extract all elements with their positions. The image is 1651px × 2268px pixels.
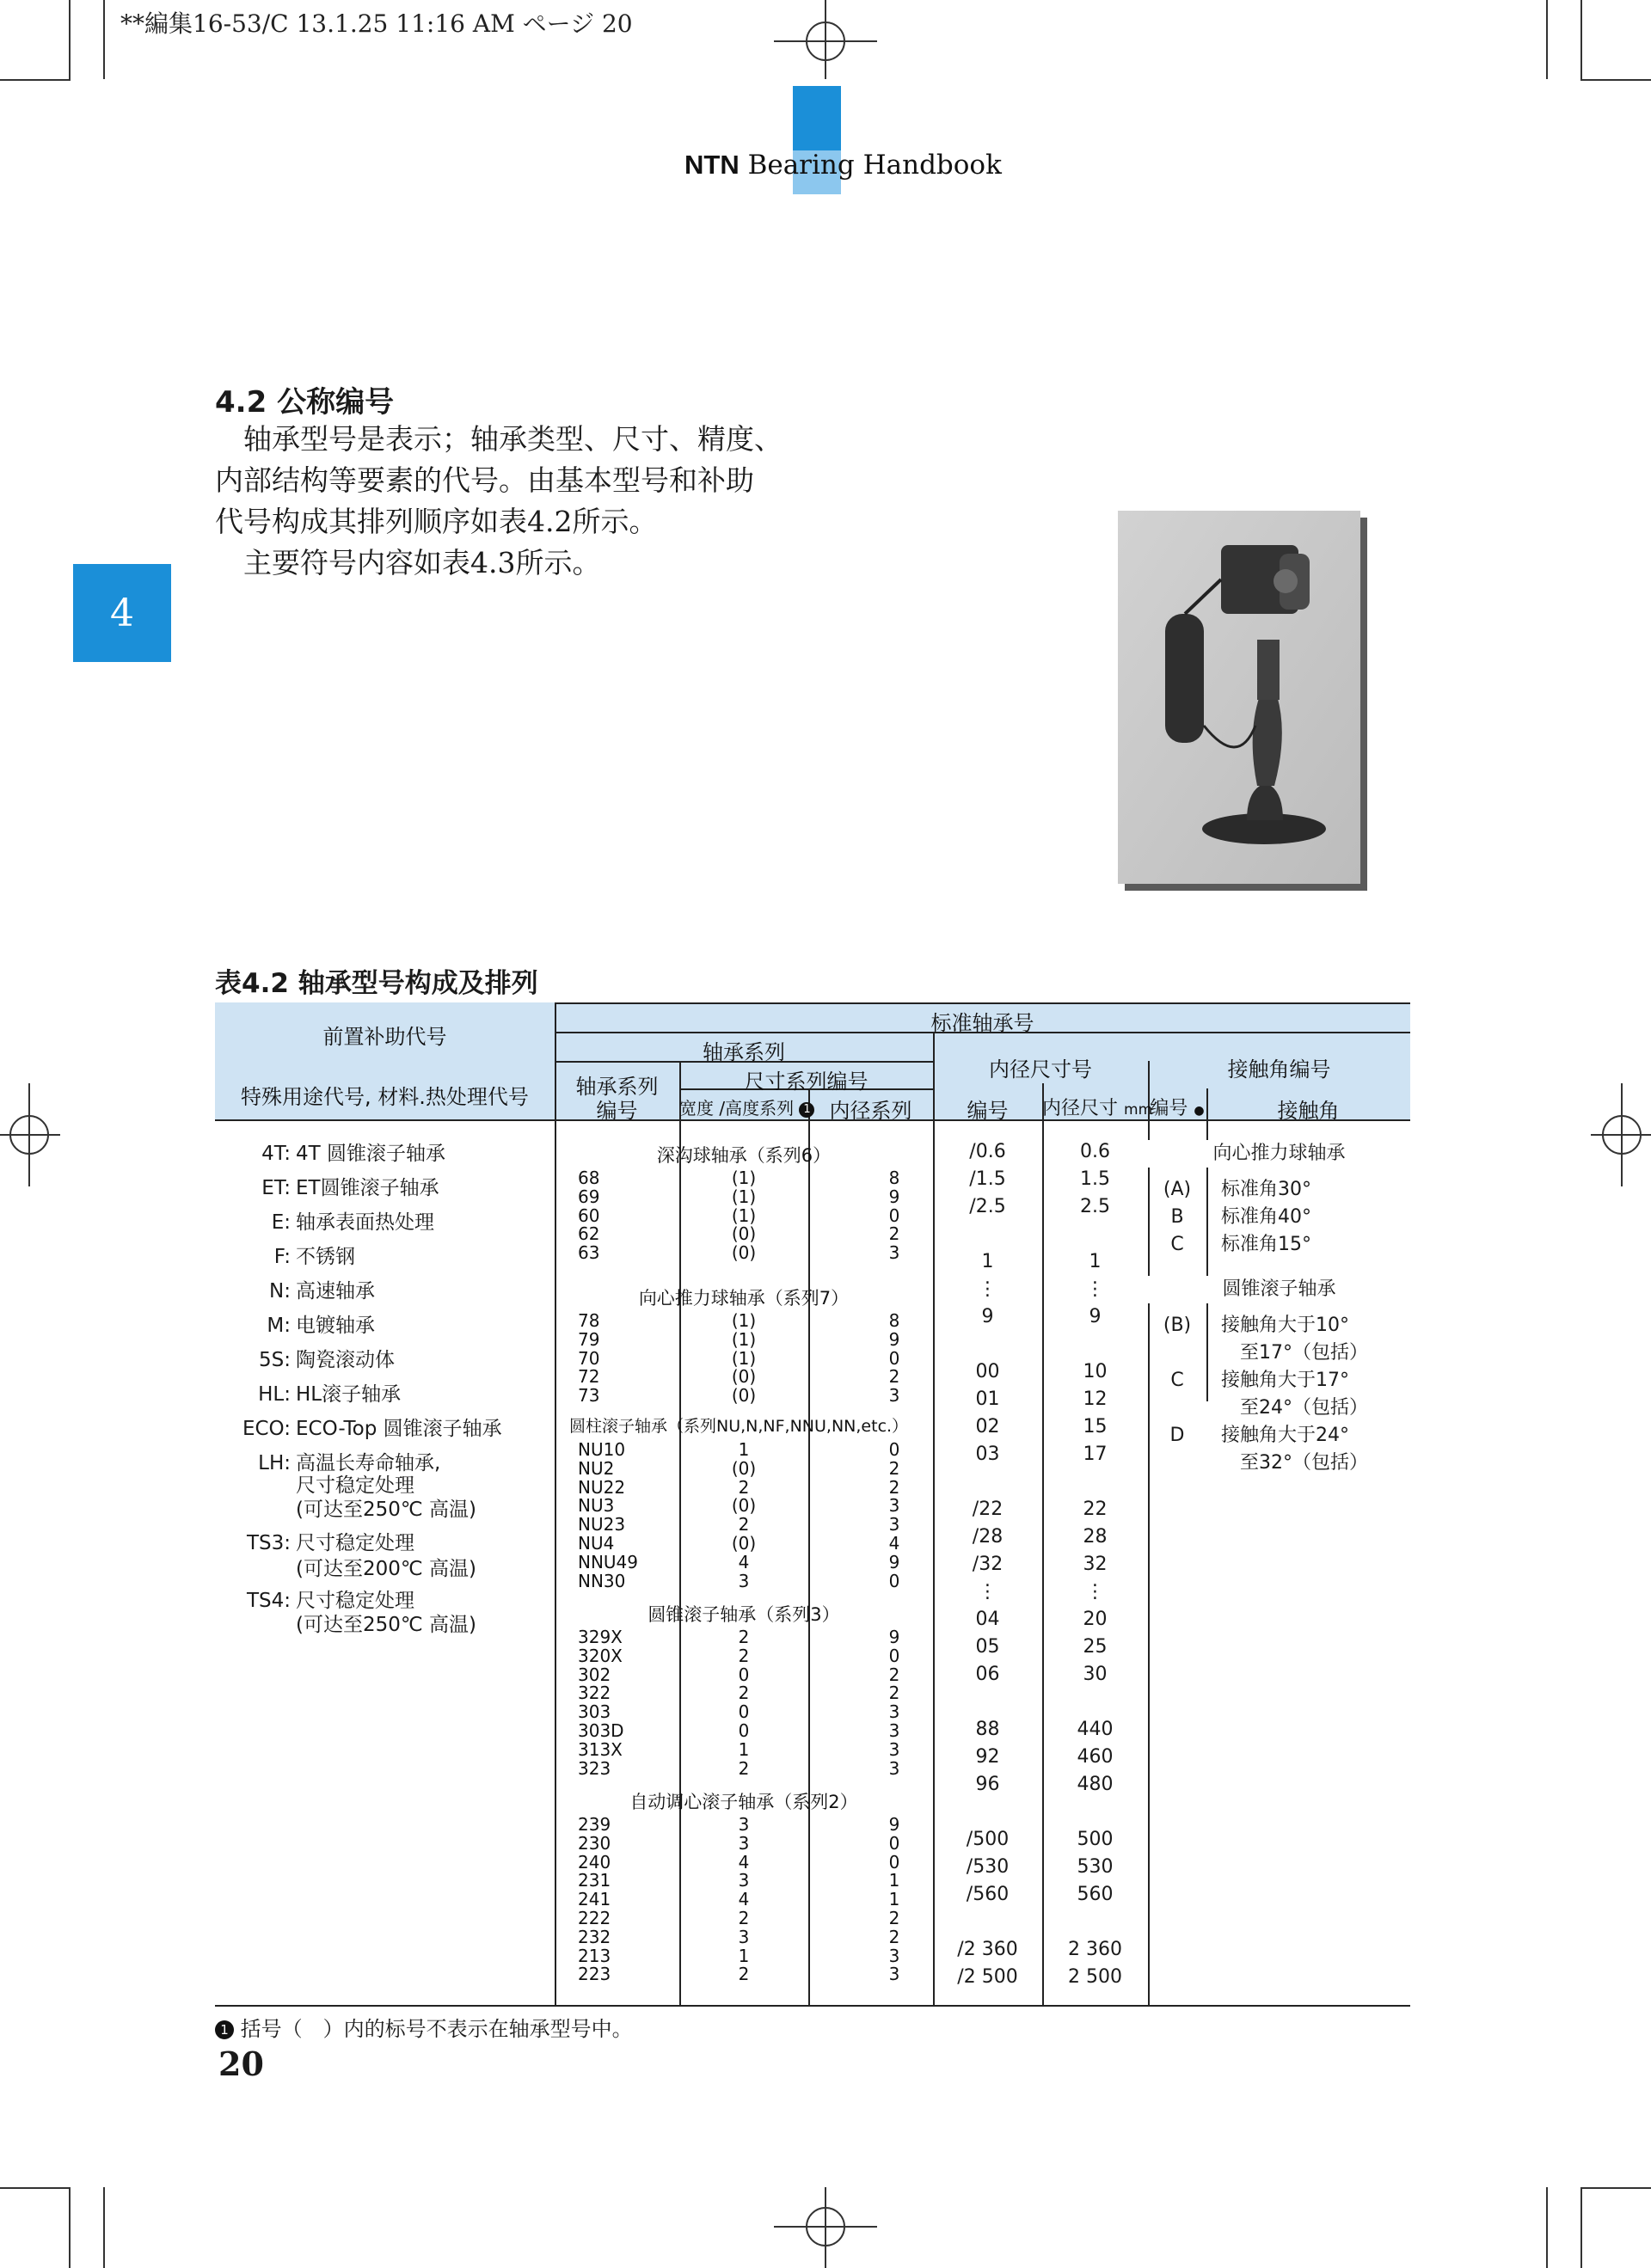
contact-angle-text: 标准角15° <box>1221 1234 1311 1255</box>
header-brand: NTN <box>684 150 740 180</box>
contact-code: (A) <box>1163 1179 1192 1200</box>
contact-angle-text: 至17°（包括） <box>1221 1342 1368 1364</box>
bore-no-cell <box>933 1799 1042 1826</box>
th-width-series-text: 宽度 /高度系列 <box>679 1098 795 1119</box>
series-width-cell: 0 <box>738 1701 750 1723</box>
bore-no-cell: /22 <box>972 1499 1003 1520</box>
series-codes-cell: NU2 <box>578 1457 615 1479</box>
contact-code: D <box>1169 1425 1185 1446</box>
series-dia-cell: 2 <box>888 1366 900 1388</box>
series-dia-column <box>860 1169 929 1263</box>
series-codes-cell: 70 <box>578 1347 600 1369</box>
series-width-cell: 2 <box>738 1907 750 1928</box>
th-standard: 标准轴承号 <box>930 1011 1034 1035</box>
series-width-cell: 4 <box>738 1851 750 1873</box>
rule <box>215 2005 1410 2007</box>
series-codes-cell: 322 <box>578 1683 611 1704</box>
series-width-column <box>688 1816 800 1984</box>
series-group-label: 深沟球轴承（系列6） <box>656 1145 832 1166</box>
series-dia-cell: 3 <box>888 1495 900 1517</box>
th-contact-no-text: 编号 <box>1150 1098 1188 1119</box>
series-codes-cell: 303 <box>578 1701 611 1723</box>
series-dia-cell: 3 <box>888 1385 900 1407</box>
bore-no-cell: 06 <box>975 1664 1000 1685</box>
bore-size-cell: ⋮ <box>1085 1278 1105 1300</box>
series-width-cell: 0 <box>738 1719 750 1741</box>
bore-size-cell <box>1042 1799 1148 1826</box>
series-codes-cell: 69 <box>578 1186 600 1207</box>
contact-code: C <box>1170 1234 1184 1255</box>
series-codes-cell: 323 <box>578 1757 611 1779</box>
series-width-cell: 2 <box>738 1514 750 1535</box>
series-codes-cell: 320X <box>578 1645 623 1666</box>
series-codes-column <box>578 1169 672 1263</box>
bore-size-cell <box>1042 1331 1148 1358</box>
series-dia-cell: 4 <box>888 1532 900 1554</box>
bore-no-cell <box>933 1331 1042 1358</box>
bore-no-cell: /2.5 <box>969 1196 1006 1217</box>
bore-size-cell: 17 <box>1083 1444 1108 1465</box>
series-dia-cell: 9 <box>888 1627 900 1647</box>
rule <box>555 1002 1410 1004</box>
series-dia-cell: 0 <box>888 1204 900 1226</box>
bore-size-column <box>1042 1138 1148 1991</box>
th-series: 轴承系列 <box>703 1040 785 1064</box>
bore-size-cell: 2.5 <box>1080 1196 1110 1217</box>
series-codes-cell: 239 <box>578 1814 611 1835</box>
series-width-cell: 2 <box>738 1964 750 1985</box>
contact-angle-text: 接触角大于24° <box>1221 1425 1349 1446</box>
series-dia-cell: 3 <box>888 1945 900 1966</box>
crop-mark <box>0 79 71 81</box>
rule <box>679 1061 681 2005</box>
series-codes-cell: NNU49 <box>578 1551 639 1572</box>
th-bore: 内径尺寸号 <box>989 1057 1092 1082</box>
series-codes-cell: 313X <box>578 1738 623 1760</box>
series-codes-cell: 68 <box>578 1168 600 1188</box>
series-codes-cell: 223 <box>578 1964 611 1985</box>
section-line: 主要符号内容如表4.3所示。 <box>215 546 601 579</box>
bore-size-cell: 30 <box>1083 1664 1108 1685</box>
bore-no-cell <box>933 1468 1042 1496</box>
bore-no-cell: 00 <box>975 1361 1000 1382</box>
th-contact-no <box>1148 1094 1206 1120</box>
series-dia-cell: 3 <box>888 1719 900 1741</box>
series-width-cell: 2 <box>738 1757 750 1779</box>
series-width-cell: 3 <box>738 1870 750 1891</box>
th-prefix-top: 前置补助代号 <box>322 1025 447 1049</box>
series-codes-cell: 303D <box>578 1719 624 1741</box>
series-codes-cell: 63 <box>578 1242 600 1264</box>
series-codes-cell: 302 <box>578 1664 611 1685</box>
prefix-row: F: 不锈钢 <box>273 1246 355 1268</box>
th-contact: 接触角编号 <box>1227 1057 1331 1082</box>
bore-no-cell: 9 <box>981 1306 994 1327</box>
footnote-text: 括号（ ）内的标号不表示在轴承型号中。 <box>240 2017 633 2041</box>
prefix-row: (可达至250℃ 高温) <box>296 1499 476 1521</box>
registration-mark-right <box>1591 1049 1651 1221</box>
series-group-label: 圆柱滚子轴承（系列NU,N,NF,NNU,NN,etc.） <box>569 1417 909 1436</box>
series-width-cell: (1) <box>731 1328 757 1350</box>
bore-no-cell <box>933 1689 1042 1716</box>
series-width-cell: 2 <box>738 1476 750 1498</box>
prefix-list-cont <box>220 1589 476 1637</box>
th-series-no-2: 编号 <box>596 1099 638 1123</box>
series-group-label: 向心推力球轴承（系列7） <box>638 1288 850 1309</box>
series-codes-cell: NU23 <box>578 1514 626 1535</box>
th-bore-size <box>1042 1094 1153 1120</box>
series-width-cell: (1) <box>731 1204 757 1226</box>
prefix-row: TS4: 尺寸稳定处理 <box>246 1590 414 1612</box>
series-width-cell: (0) <box>731 1532 757 1554</box>
header-title-text: Bearing Handbook <box>747 150 1002 181</box>
prefix-row: 4T: 4T 圆锥滚子轴承 <box>261 1143 445 1165</box>
series-codes-cell: NU3 <box>578 1495 615 1517</box>
contact-angle-text: 接触角大于10° <box>1221 1315 1349 1336</box>
registration-mark-top <box>740 0 911 79</box>
series-codes-cell: 72 <box>578 1366 600 1388</box>
prefix-row: 尺寸稳定处理 <box>296 1474 414 1497</box>
series-dia-cell: 9 <box>888 1328 900 1350</box>
bore-no-cell: 05 <box>975 1636 1000 1658</box>
registration-mark-left <box>0 1049 60 1221</box>
bore-size-cell <box>1042 1909 1148 1936</box>
series-dia-column <box>860 1816 929 1984</box>
crop-mark <box>1546 2187 1548 2268</box>
bore-size-cell: 1 <box>1089 1251 1102 1272</box>
footnote-marker-icon: 1 <box>215 2020 234 2039</box>
bore-no-cell: 04 <box>975 1609 1000 1630</box>
series-dia-cell: 2 <box>888 1457 900 1479</box>
prefix-row: N: 高速轴承 <box>269 1280 375 1303</box>
bore-no-cell: 03 <box>975 1444 1000 1465</box>
series-codes-cell: NU4 <box>578 1532 615 1554</box>
contact-angle-text: 至24°（包括） <box>1221 1397 1368 1419</box>
series-width-cell: 2 <box>738 1627 750 1647</box>
series-dia-column <box>860 1312 929 1406</box>
bullet-icon: ● <box>1194 1104 1205 1118</box>
series-codes-cell: 231 <box>578 1870 611 1891</box>
series-width-cell: 3 <box>738 1832 750 1854</box>
th-width-series <box>679 1094 811 1119</box>
bore-no-cell: /32 <box>972 1554 1003 1575</box>
series-width-cell: 1 <box>738 1439 750 1460</box>
series-dia-cell: 2 <box>888 1664 900 1685</box>
bore-size-cell: 440 <box>1077 1719 1114 1740</box>
bore-size-cell: 0.6 <box>1080 1141 1110 1162</box>
series-codes-cell: 240 <box>578 1851 611 1873</box>
th-bore-no: 编号 <box>967 1099 1009 1123</box>
prefix-row: HL: HL滚子轴承 <box>258 1383 402 1406</box>
series-width-cell: (1) <box>731 1347 757 1369</box>
bore-no-cell: /1.5 <box>969 1168 1006 1190</box>
crop-mark <box>1580 2187 1582 2268</box>
series-codes-column <box>578 1628 672 1778</box>
series-width-cell: (1) <box>731 1310 757 1331</box>
series-dia-cell: 3 <box>888 1964 900 1985</box>
bore-size-cell: 500 <box>1077 1829 1114 1850</box>
series-dia-column <box>860 1628 929 1778</box>
page-number: 20 <box>218 2044 264 2083</box>
series-group-label: 自动调心滚子轴承（系列2） <box>629 1792 858 1812</box>
bore-no-cell: /530 <box>966 1856 1010 1878</box>
series-codes-cell: 60 <box>578 1204 600 1226</box>
bore-no-cell: /500 <box>966 1829 1010 1850</box>
section-title: 4.2 公称编号 <box>215 385 395 420</box>
series-width-column <box>688 1628 800 1778</box>
series-codes-cell: 78 <box>578 1310 600 1331</box>
series-codes-cell: 73 <box>578 1385 600 1407</box>
prefix-row: ECO: ECO-Top 圆锥滚子轴承 <box>242 1418 502 1440</box>
th-contact-angle: 接触角 <box>1277 1099 1340 1123</box>
bore-size-cell: 560 <box>1077 1884 1114 1905</box>
contact-angle-text: 标准角30° <box>1221 1179 1311 1200</box>
series-width-column <box>688 1312 800 1406</box>
bore-no-cell: /560 <box>966 1884 1010 1905</box>
prefix-list <box>220 1137 502 1480</box>
contact-group-title: 向心推力球轴承 <box>1148 1140 1410 1168</box>
series-width-cell: 3 <box>738 1926 750 1947</box>
series-dia-cell: 0 <box>888 1570 900 1591</box>
series-codes-cell: NU22 <box>578 1476 626 1498</box>
series-dia-cell: 1 <box>888 1870 900 1891</box>
crop-mark <box>0 2187 71 2189</box>
series-dia-cell: 1 <box>888 1889 900 1910</box>
series-dia-cell: 0 <box>888 1347 900 1369</box>
series-codes-cell: 213 <box>578 1945 611 1966</box>
bore-no-cell: 96 <box>975 1774 1000 1795</box>
prefix-list-cont <box>220 1474 476 1522</box>
prefix-row: E: 轴承表面热处理 <box>271 1211 434 1234</box>
table-title: 表4.2 轴承型号构成及排列 <box>215 968 538 999</box>
prefix-row: (可达至200℃ 高温) <box>296 1558 476 1580</box>
bore-size-cell: 1.5 <box>1080 1168 1110 1190</box>
series-width-cell: 2 <box>738 1645 750 1666</box>
registration-mark-bottom <box>740 2187 911 2268</box>
series-width-cell: (0) <box>731 1457 757 1479</box>
series-codes-cell: 241 <box>578 1889 611 1910</box>
bore-no-cell: /2 360 <box>957 1939 1018 1960</box>
series-dia-cell: 0 <box>888 1645 900 1666</box>
th-bore-size-text: 内径尺寸 <box>1042 1098 1119 1119</box>
series-width-cell: 3 <box>738 1570 750 1591</box>
crop-mark <box>69 0 71 79</box>
bore-no-cell: /2 500 <box>957 1966 1018 1988</box>
th-prefix-bottom: 特殊用途代号, 材料.热处理代号 <box>241 1085 529 1109</box>
series-width-cell: 0 <box>738 1664 750 1685</box>
bore-size-cell: 530 <box>1077 1856 1114 1878</box>
bore-size-cell: 32 <box>1083 1554 1108 1575</box>
bore-size-cell: 480 <box>1077 1774 1114 1795</box>
series-width-cell: (0) <box>731 1385 757 1407</box>
series-dia-cell: 3 <box>888 1738 900 1760</box>
bore-no-cell: 92 <box>975 1746 1000 1768</box>
prefix-row: 5S: 陶瓷滚动体 <box>259 1349 395 1371</box>
prefix-list-cont <box>220 1530 476 1582</box>
series-dia-cell: 3 <box>888 1701 900 1723</box>
bore-size-cell: 28 <box>1083 1526 1108 1548</box>
footnote-marker-icon: 1 <box>799 1102 814 1118</box>
series-dia-cell: 2 <box>888 1907 900 1928</box>
series-codes-column <box>578 1312 672 1406</box>
series-width-cell: 2 <box>738 1683 750 1704</box>
bore-size-cell: 22 <box>1083 1499 1108 1520</box>
th-series-no-1: 轴承系列 <box>575 1075 659 1099</box>
series-width-column <box>688 1441 800 1591</box>
series-dia-cell: 3 <box>888 1514 900 1535</box>
series-codes-cell: 62 <box>578 1223 600 1245</box>
series-dia-cell: 2 <box>888 1476 900 1498</box>
series-codes-column <box>578 1816 672 1984</box>
bore-no-cell: 88 <box>975 1719 1000 1740</box>
bore-no-cell: /0.6 <box>969 1141 1006 1162</box>
series-width-cell: (1) <box>731 1186 757 1207</box>
series-group-label: 圆锥滚子轴承（系列3） <box>648 1604 840 1625</box>
series-width-cell: (0) <box>731 1242 757 1264</box>
series-width-cell: 4 <box>738 1889 750 1910</box>
section-line: 内部结构等要素的代号。由基本型号和补助 <box>215 463 754 497</box>
bore-size-cell <box>1042 1221 1148 1248</box>
bore-no-cell: ⋮ <box>978 1278 997 1300</box>
series-width-cell: 1 <box>738 1945 750 1966</box>
prefix-row: LH: 高温长寿命轴承, <box>258 1452 441 1474</box>
prefix-row: M: 电镀轴承 <box>267 1315 375 1337</box>
contact-angle-text: 标准角40° <box>1221 1206 1311 1228</box>
series-dia-cell: 9 <box>888 1186 900 1207</box>
contact-code: (B) <box>1163 1315 1192 1336</box>
contact-code: C <box>1170 1370 1184 1391</box>
series-width-cell: 4 <box>738 1551 750 1572</box>
series-codes-cell: 329X <box>578 1627 623 1647</box>
section-line: 轴承型号是表示；轴承类型、尺寸、精度、 <box>215 422 783 456</box>
series-dia-cell: 3 <box>888 1242 900 1264</box>
series-dia-cell: 2 <box>888 1683 900 1704</box>
series-dia-cell: 2 <box>888 1926 900 1947</box>
th-bore-unit: mm <box>1124 1101 1153 1119</box>
crop-mark <box>103 0 105 79</box>
bore-size-cell: 2 360 <box>1068 1939 1122 1960</box>
series-width-cell: (0) <box>731 1366 757 1388</box>
series-codes-cell: NN30 <box>578 1570 626 1591</box>
crop-mark <box>1580 0 1582 79</box>
prefix-row: TS3: 尺寸稳定处理 <box>246 1532 414 1554</box>
bore-size-cell <box>1042 1689 1148 1716</box>
bore-size-cell <box>1042 1468 1148 1496</box>
contact-group-title: 圆锥滚子轴承 <box>1148 1276 1410 1303</box>
series-dia-cell: 9 <box>888 1814 900 1835</box>
bore-no-cell: 1 <box>981 1251 994 1272</box>
bore-size-cell: 20 <box>1083 1609 1108 1630</box>
series-dia-cell: 0 <box>888 1851 900 1873</box>
footnote <box>215 2012 633 2042</box>
section-line: 代号构成其排列顺序如表4.2所示。 <box>215 505 658 538</box>
series-codes-cell: 222 <box>578 1907 611 1928</box>
contact-angle-text: 至32°（包括） <box>1221 1452 1368 1474</box>
th-dim-series: 尺寸系列编号 <box>744 1070 868 1094</box>
bore-size-cell: ⋮ <box>1085 1581 1105 1603</box>
series-width-cell: (0) <box>731 1495 757 1517</box>
bore-size-cell: 460 <box>1077 1746 1114 1768</box>
series-width-cell: 1 <box>738 1738 750 1760</box>
series-width-cell: 3 <box>738 1814 750 1835</box>
chapter-tab: 4 <box>73 564 171 662</box>
series-codes-cell: 230 <box>578 1832 611 1854</box>
series-dia-cell: 3 <box>888 1757 900 1779</box>
series-dia-cell: 8 <box>888 1310 900 1331</box>
series-width-cell: (0) <box>731 1223 757 1245</box>
bore-no-cell: 02 <box>975 1416 1000 1437</box>
bore-no-column <box>933 1138 1042 1991</box>
telephone-photo <box>1118 511 1360 884</box>
series-width-column <box>688 1169 800 1263</box>
series-codes-column <box>578 1441 672 1591</box>
series-dia-cell: 0 <box>888 1439 900 1460</box>
series-codes-cell: 232 <box>578 1926 611 1947</box>
bore-no-cell: /28 <box>972 1526 1003 1548</box>
bore-no-cell: 01 <box>975 1388 1000 1410</box>
printer-slug: **編集16-53/C 13.1.25 11:16 AM ページ 20 <box>120 9 633 38</box>
header-title <box>684 150 1002 181</box>
bore-size-cell: 10 <box>1083 1361 1108 1382</box>
prefix-row: (可达至250℃ 高温) <box>296 1614 476 1636</box>
bore-size-cell: 25 <box>1083 1636 1108 1658</box>
prefix-row: ET: ET圆锥滚子轴承 <box>261 1177 439 1199</box>
series-codes-cell: 79 <box>578 1328 600 1350</box>
bore-size-cell: 12 <box>1083 1388 1108 1410</box>
series-dia-column <box>860 1441 929 1591</box>
series-dia-cell: 2 <box>888 1223 900 1245</box>
bore-no-cell: ⋮ <box>978 1581 997 1603</box>
bore-size-cell: 2 500 <box>1068 1966 1122 1988</box>
bore-no-cell <box>933 1221 1042 1248</box>
series-dia-cell: 0 <box>888 1832 900 1854</box>
crop-mark <box>1580 2187 1651 2189</box>
crop-mark <box>69 2187 71 2268</box>
contact-code: B <box>1170 1206 1184 1228</box>
bore-no-cell <box>933 1909 1042 1936</box>
bore-size-cell: 15 <box>1083 1416 1108 1437</box>
series-codes-cell: NU10 <box>578 1439 626 1460</box>
crop-mark <box>1546 0 1548 79</box>
th-dia-series: 内径系列 <box>829 1099 912 1123</box>
rule <box>808 1088 810 2005</box>
series-dia-cell: 9 <box>888 1551 900 1572</box>
contact-angle-text: 接触角大于17° <box>1221 1370 1349 1391</box>
series-dia-cell: 8 <box>888 1168 900 1188</box>
bore-size-cell: 9 <box>1089 1306 1102 1327</box>
crop-mark <box>103 2187 105 2268</box>
series-width-cell: (1) <box>731 1168 757 1188</box>
crop-mark <box>1580 79 1651 81</box>
